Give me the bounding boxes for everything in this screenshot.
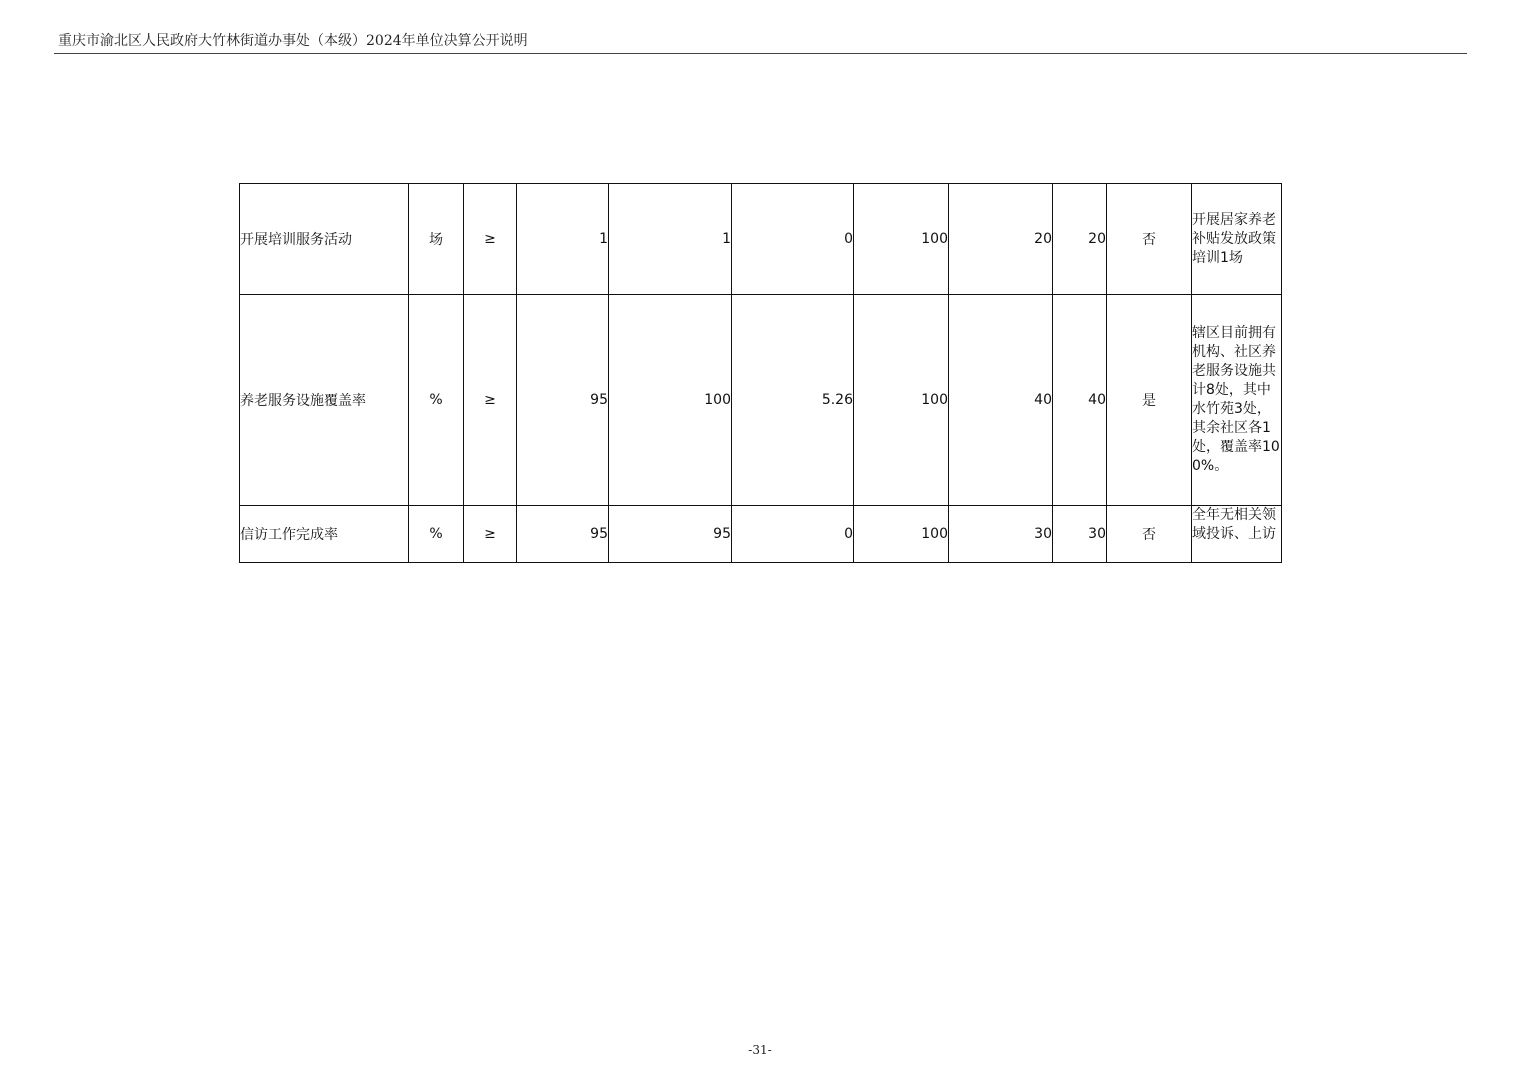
table-row xyxy=(240,184,1282,295)
weight-cell: 30 xyxy=(949,506,1053,563)
performance-indicator-table xyxy=(239,183,1282,563)
unit-cell: % xyxy=(409,506,464,563)
completion-cell: 100 xyxy=(854,295,949,506)
note-cell xyxy=(1192,184,1282,295)
indicator-name-cell: 信访工作完成率 xyxy=(240,506,409,563)
note-text: 开展居家养老补贴发放政策培训1场 xyxy=(1192,211,1276,266)
target-value-cell: 95 xyxy=(517,295,609,506)
indicator-name-cell: 开展培训服务活动 xyxy=(240,184,409,295)
indicator-name-cell: 养老服务设施覆盖率 xyxy=(240,295,409,506)
note-cell xyxy=(1192,506,1282,563)
note-text: 全年无相关领域投诉、上访 xyxy=(1192,507,1276,542)
operator-cell: ≥ xyxy=(464,184,517,295)
weight-cell: 40 xyxy=(949,295,1053,506)
deviation-cell: 0 xyxy=(732,184,854,295)
target-value-cell: 1 xyxy=(517,184,609,295)
note-cell xyxy=(1192,295,1282,506)
actual-value-cell: 95 xyxy=(609,506,732,563)
unit-cell: 场 xyxy=(409,184,464,295)
score-cell: 30 xyxy=(1053,506,1107,563)
completion-cell: 100 xyxy=(854,506,949,563)
weight-cell: 20 xyxy=(949,184,1053,295)
operator-cell: ≥ xyxy=(464,506,517,563)
actual-value-cell: 1 xyxy=(609,184,732,295)
unit-cell: % xyxy=(409,295,464,506)
completion-cell: 100 xyxy=(854,184,949,295)
table-row xyxy=(240,506,1282,563)
page-number: -31- xyxy=(748,1043,772,1057)
score-cell: 20 xyxy=(1053,184,1107,295)
deviation-cell: 5.26 xyxy=(732,295,854,506)
flag-cell: 否 xyxy=(1107,184,1192,295)
actual-value-cell: 100 xyxy=(609,295,732,506)
flag-cell: 否 xyxy=(1107,506,1192,563)
score-cell: 40 xyxy=(1053,295,1107,506)
flag-cell: 是 xyxy=(1107,295,1192,506)
header-divider xyxy=(54,53,1467,54)
deviation-cell: 0 xyxy=(732,506,854,563)
operator-cell: ≥ xyxy=(464,295,517,506)
target-value-cell: 95 xyxy=(517,506,609,563)
document-header-title: 重庆市渝北区人民政府大竹林街道办事处（本级）2024年单位决算公开说明 xyxy=(58,33,528,49)
note-text: 辖区目前拥有机构、社区养老服务设施共计8处，其中水竹苑3处，其余社区各1处，覆盖率100%。 xyxy=(1192,325,1280,474)
table-row xyxy=(240,295,1282,506)
